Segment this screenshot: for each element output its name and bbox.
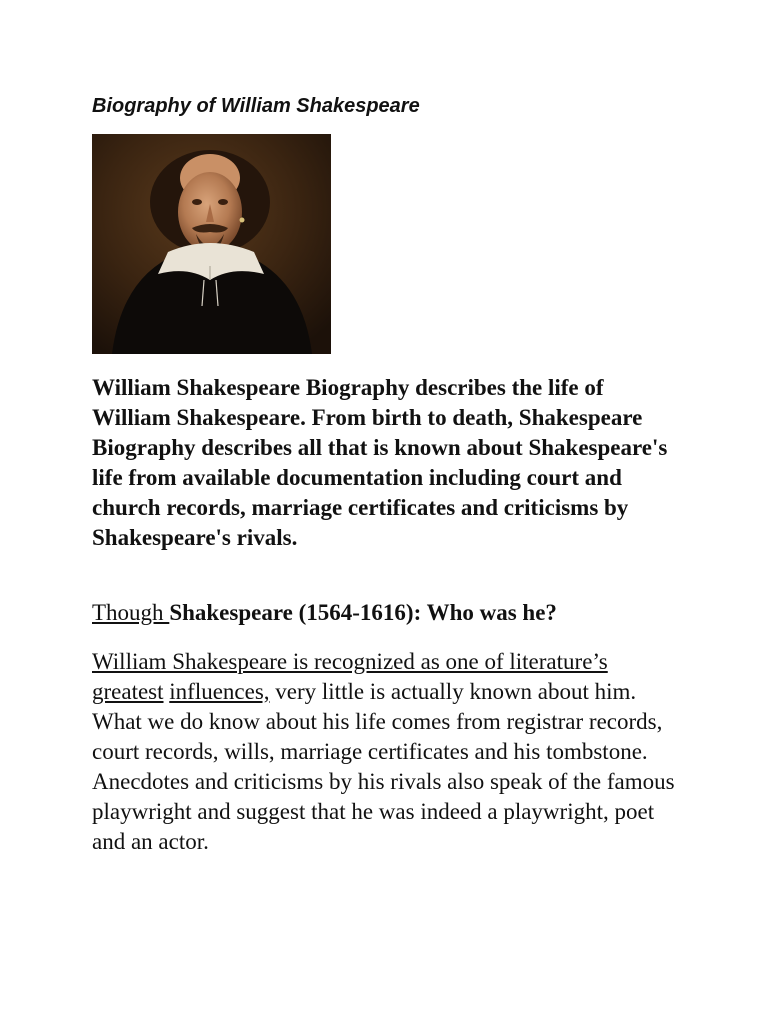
body-underlined-lead: William Shakespeare is recognized as one of literature’s greatest (92, 649, 608, 704)
document-title: Biography of William Shakespeare (92, 95, 420, 117)
subheading-bold-text: Shakespeare (1564-1616): Who was he? (169, 600, 557, 625)
shakespeare-portrait (92, 134, 331, 354)
intro-paragraph: William Shakespeare Biography describes the life of William Shakespeare. From birth to death, Shakespeare Biography describes all that is known about Shakespeare's life from available documentation including court and church records, marriage certificates and criticisms by Shakespeare's rivals. (92, 375, 668, 550)
section-subheading (92, 598, 692, 628)
body-remaining-text: very little is actually known about him. What we do know about his life comes from registrar records, court records, wills, marriage certificates and his tombstone. Anecdotes and criticisms by his rivals also speak of the famous playwright and suggest that he was indeed a playwright, poet and an actor. (92, 679, 675, 854)
body-paragraph (92, 647, 682, 857)
body-underlined-link[interactable]: influences, (169, 679, 270, 704)
subheading-underlined-word: Though (92, 600, 170, 625)
